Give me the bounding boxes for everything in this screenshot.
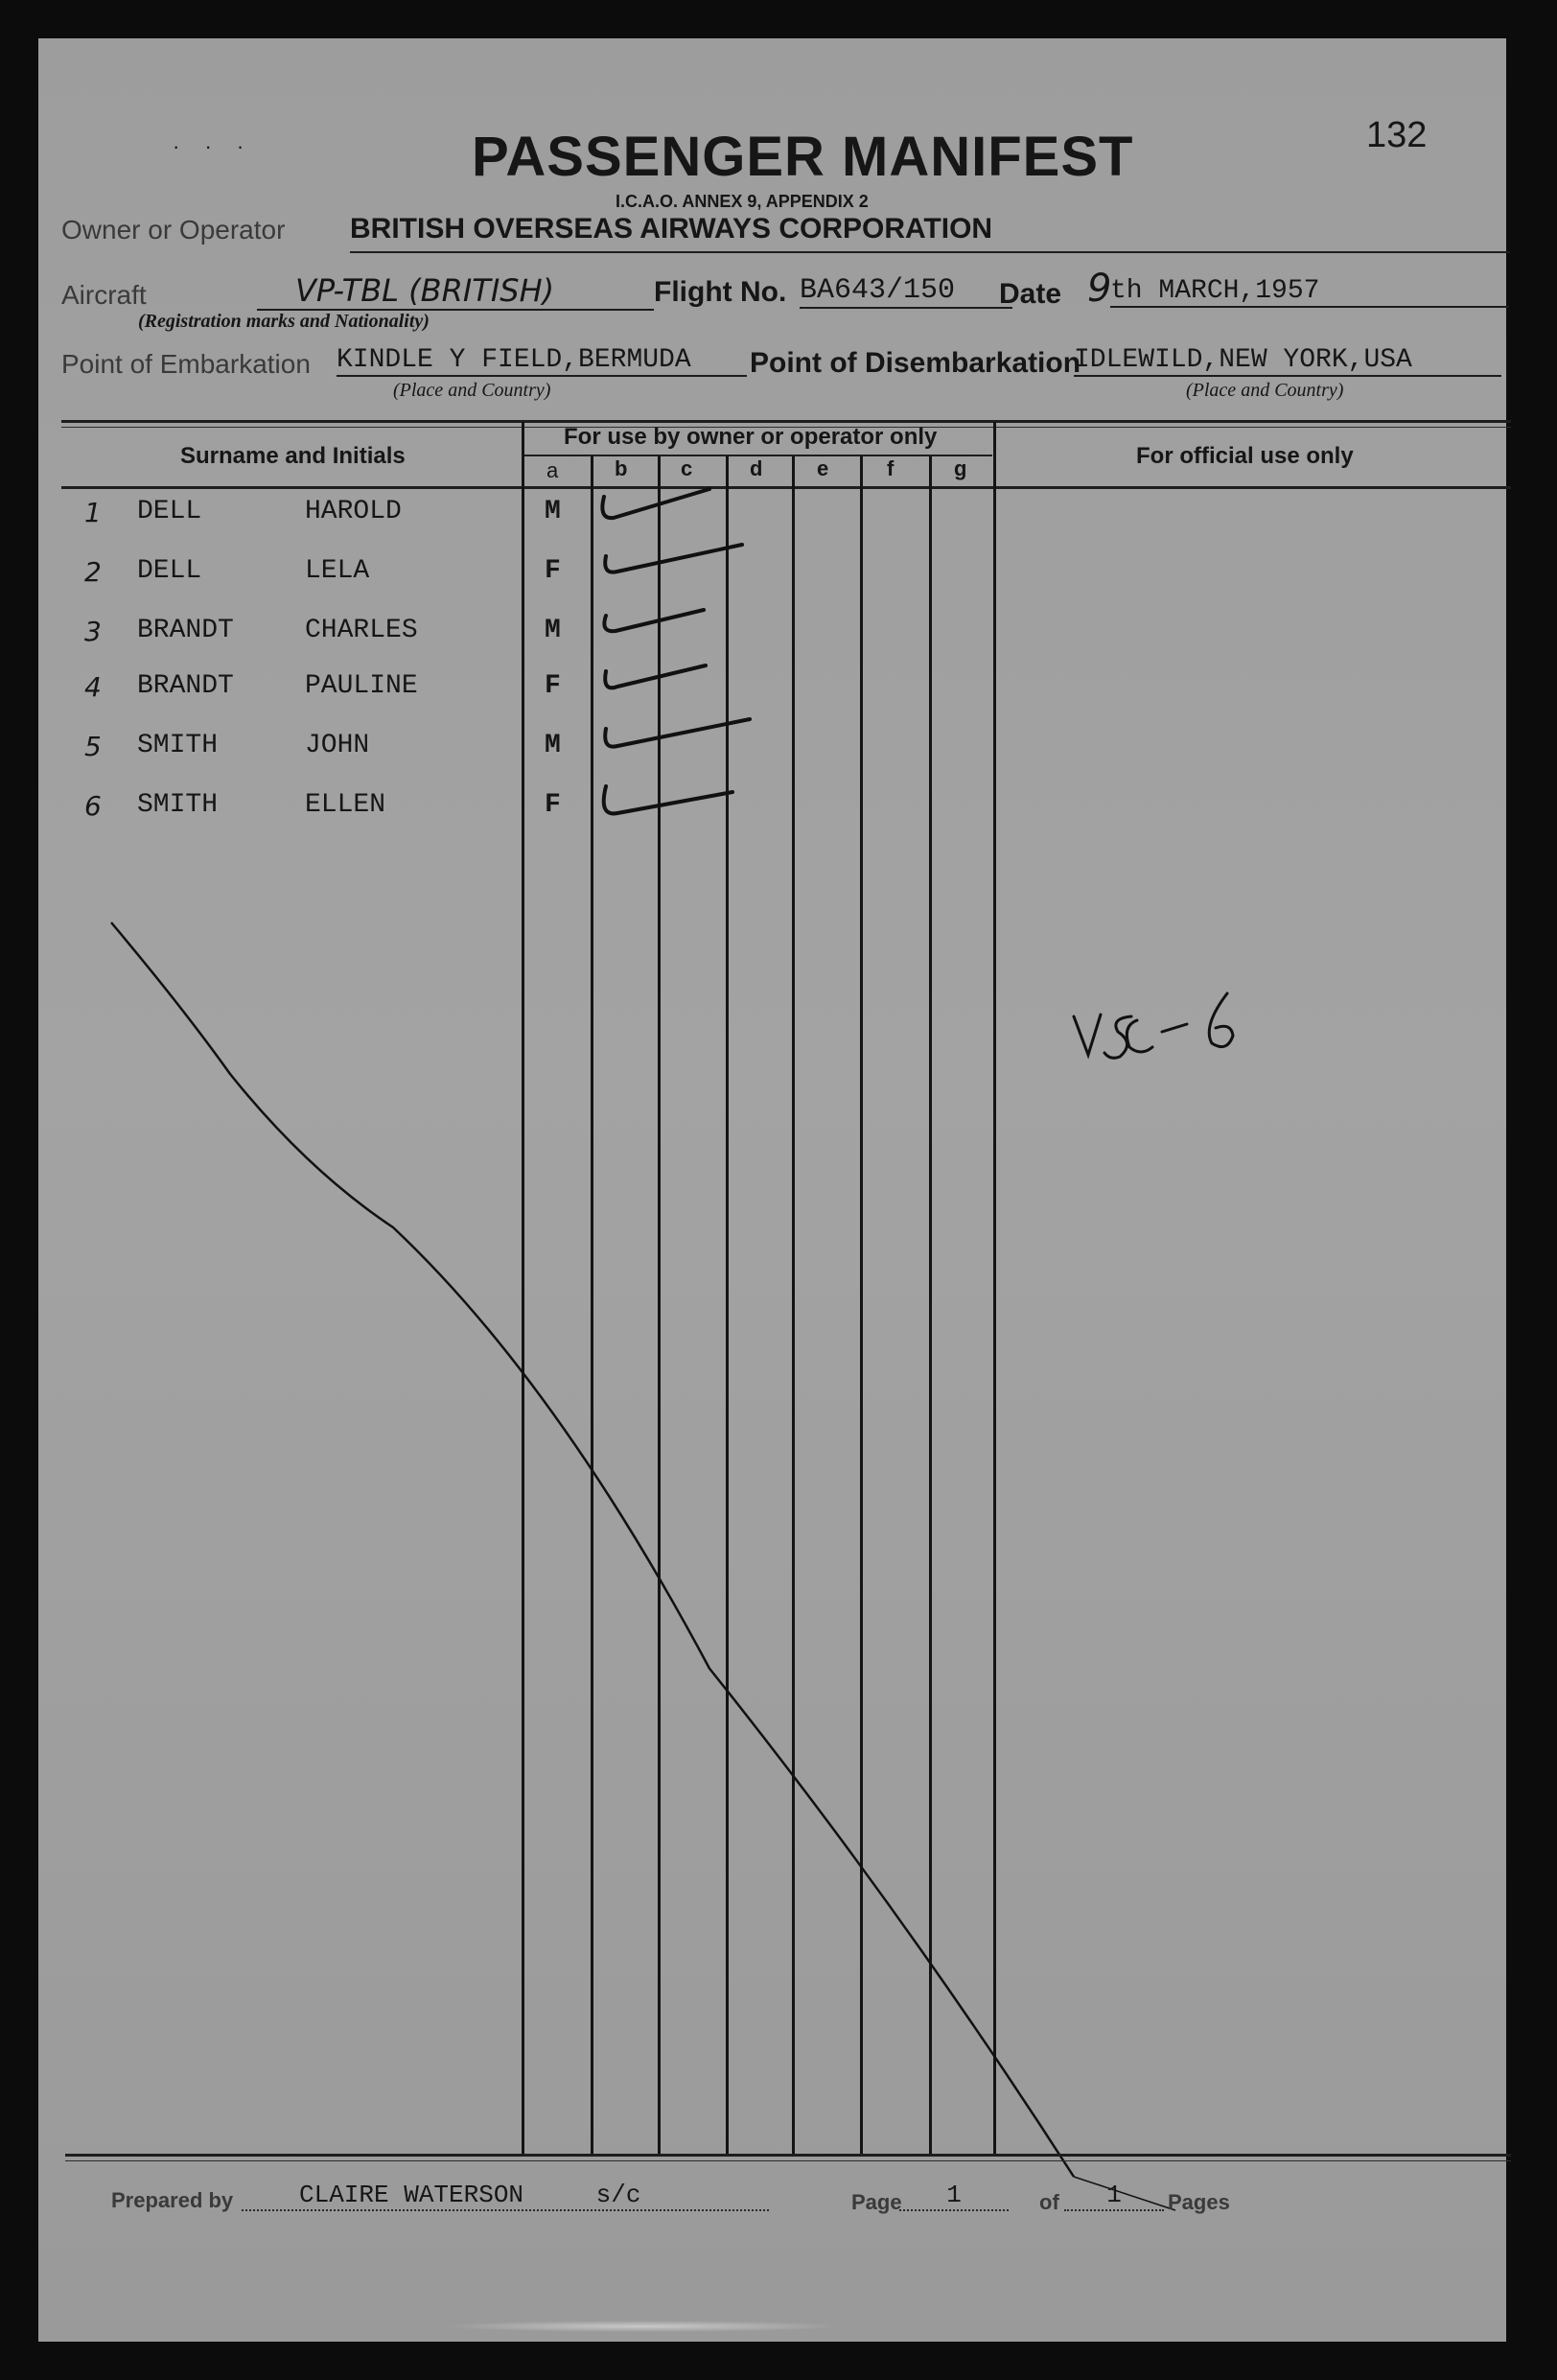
col-e-header: e [817, 456, 829, 480]
date-day: 9 [1087, 267, 1112, 311]
date-value: th MARCH,1957 [1110, 276, 1509, 308]
sex-code: M [545, 497, 561, 526]
disembarkation-value: IDLEWILD,NEW YORK,USA [1074, 345, 1501, 377]
sex-code: F [545, 671, 561, 701]
row-number: 2 [84, 556, 102, 588]
row-number: 6 [84, 790, 102, 822]
surname: BRANDT [137, 671, 234, 701]
of-label: of [1039, 2190, 1059, 2214]
sex-code: F [545, 790, 561, 820]
given-name: LELA [305, 556, 370, 586]
checkmark [604, 610, 704, 631]
preparer-suffix: s/c [595, 2181, 641, 2209]
sex-code: M [545, 616, 561, 645]
official-use-header: For official use only [1136, 443, 1354, 469]
handwritten-note [1083, 1074, 1085, 1075]
document-subtitle: I.C.A.O. ANNEX 9, APPENDIX 2 [616, 192, 869, 211]
paper-smudge [441, 2321, 844, 2332]
footer-top-rule [65, 2154, 1511, 2157]
sex-code: F [545, 556, 561, 586]
checkmark [605, 719, 750, 747]
col-b-header: b [615, 456, 628, 480]
surname: SMITH [137, 790, 219, 820]
given-name: CHARLES [305, 616, 418, 645]
manifest-page [38, 38, 1506, 2342]
us-6-handwriting [1127, 1020, 1152, 1052]
us-6-handwriting [1209, 993, 1233, 1047]
surname: BRANDT [137, 616, 234, 645]
sex-code: M [545, 731, 561, 760]
given-name: JOHN [305, 731, 370, 760]
owner-value: BRITISH OVERSEAS AIRWAYS CORPORATION [350, 213, 993, 245]
flight-label: Flight No. [654, 276, 787, 308]
document-title: PASSENGER MANIFEST [472, 126, 1134, 188]
embarkation-value: KINDLE Y FIELD,BERMUDA [337, 345, 747, 377]
col-f-header: f [887, 456, 895, 480]
given-name: PAULINE [305, 671, 418, 701]
page-value: 1 [899, 2181, 1009, 2211]
checkmark [605, 665, 706, 688]
cancel-line [111, 922, 1074, 2177]
given-name: HAROLD [305, 497, 402, 526]
checkmark [605, 545, 742, 572]
surname: SMITH [137, 731, 219, 760]
surname: DELL [137, 556, 202, 586]
surname: DELL [137, 497, 202, 526]
aircraft-value: VP-TBL (BRITISH) [257, 272, 654, 311]
prepared-by-value [242, 2181, 769, 2211]
page-label: Page [851, 2190, 902, 2214]
of-value: 1 [1064, 2181, 1164, 2211]
aircraft-note: (Registration marks and Nationality) [138, 311, 430, 332]
disembarkation-note: (Place and Country) [1186, 380, 1344, 401]
flight-value: BA643/150 [800, 274, 1012, 309]
owner-label: Owner or Operator [61, 215, 286, 245]
checkmark [604, 786, 732, 813]
disembarkation-label: Point of Disembarkation [750, 347, 1081, 379]
embarkation-note: (Place and Country) [393, 380, 551, 401]
footer-top-rule-2 [65, 2160, 1511, 2161]
col-d-header: d [750, 456, 763, 480]
row-number: 5 [84, 731, 102, 762]
given-name: ELLEN [305, 790, 386, 820]
prepared-by-label: Prepared by [111, 2188, 234, 2212]
col-a-header: a [546, 458, 559, 482]
row-number: 3 [84, 616, 102, 647]
us-6-handwriting [1074, 1015, 1101, 1055]
name-column-header: Surname and Initials [180, 443, 406, 469]
preparer-name: CLAIRE WATERSON [299, 2181, 524, 2209]
stray-marks: · · · [173, 134, 254, 158]
col-g-header: g [954, 456, 967, 480]
pages-label: Pages [1168, 2190, 1230, 2214]
us-6-handwriting [1162, 1024, 1187, 1032]
aircraft-label: Aircraft [61, 280, 147, 310]
row-number: 1 [84, 497, 102, 528]
row-number: 4 [84, 671, 102, 703]
col-c-header: c [681, 456, 693, 480]
page-number: 132 [1366, 115, 1428, 155]
operator-columns-header: For use by owner or operator only [564, 424, 938, 450]
date-label: Date [999, 278, 1062, 310]
checkmark [602, 489, 709, 518]
embarkation-label: Point of Embarkation [61, 349, 311, 379]
handwriting-layer [38, 38, 1506, 2342]
